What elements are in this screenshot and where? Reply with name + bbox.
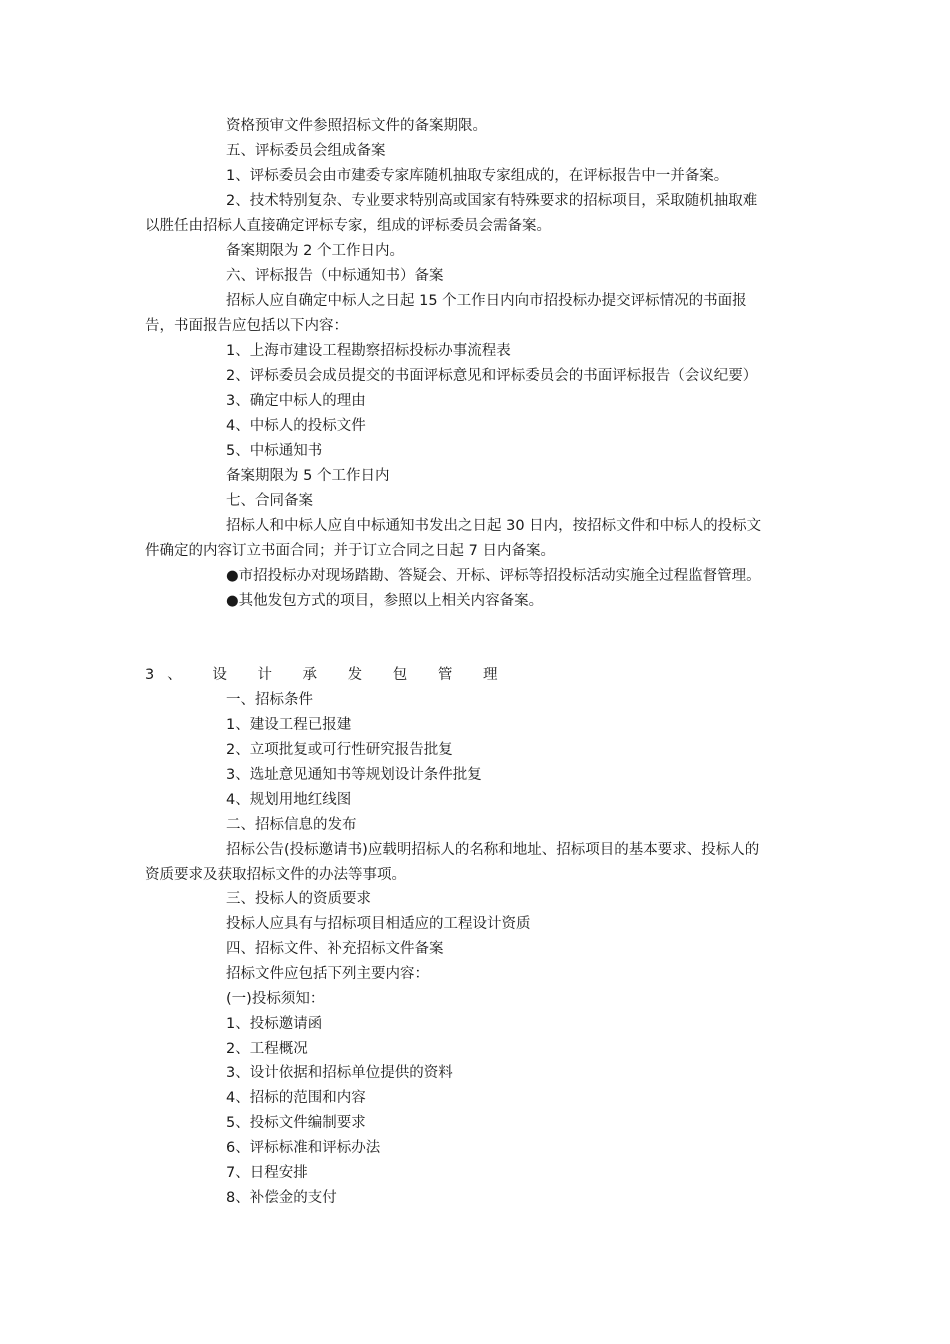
tender-docs-item: 7、日程安排 xyxy=(226,1165,308,1181)
section5-period: 备案期限为 2 个工作日内。 xyxy=(226,243,404,259)
condition-item: 2、立项批复或可行性研究报告批复 xyxy=(226,742,453,758)
section6-intro-line1: 招标人应自确定中标人之日起 15 个工作日内向市招投标办提交评标情况的书面报 xyxy=(226,293,747,309)
bullet-item: ●市招投标办对现场踏勘、答疑会、开标、评标等招投标活动实施全过程监督管理。 xyxy=(226,568,761,584)
section5-item-2-line2: 以胜任由招标人直接确定评标专家，组成的评标委员会需备案。 xyxy=(145,218,551,234)
section6-item: 1、上海市建设工程勘察招标投标办事流程表 xyxy=(226,343,511,359)
section6-intro-line2: 告，书面报告应包括以下内容： xyxy=(145,318,348,334)
section6-item: 3、确定中标人的理由 xyxy=(226,393,366,409)
condition-item: 4、规划用地红线图 xyxy=(226,792,352,808)
tender-docs-item: 6、评标标准和评标办法 xyxy=(226,1140,381,1156)
section7-text-line1: 招标人和中标人应自中标通知书发出之日起 30 日内，按招标文件和中标人的投标文 xyxy=(226,518,762,534)
section7-text-line2: 件确定的内容订立书面合同；并于订立合同之日起 7 日内备案。 xyxy=(145,543,555,559)
qualification-text: 投标人应具有与招标项目相适应的工程设计资质 xyxy=(226,916,531,932)
publish-text-line2: 资质要求及获取招标文件的办法等事项。 xyxy=(145,867,406,883)
section6-title: 六、评标报告（中标通知书）备案 xyxy=(226,268,444,284)
tender-docs-item: 8、补偿金的支付 xyxy=(226,1190,337,1206)
section6-period: 备案期限为 5 个工作日内 xyxy=(226,468,390,484)
tender-docs-item: 4、招标的范围和内容 xyxy=(226,1090,366,1106)
tender-docs-item: 3、设计依据和招标单位提供的资料 xyxy=(226,1065,453,1081)
section5-item-1: 1、评标委员会由市建委专家库随机抽取专家组成的，在评标报告中一并备案。 xyxy=(226,168,729,184)
tender-docs-intro: 招标文件应包括下列主要内容： xyxy=(226,966,429,982)
condition-title: 一、招标条件 xyxy=(226,692,313,708)
section3-heading: 3、 设 计 承 发 包 管 理 xyxy=(145,667,511,683)
condition-item: 1、建设工程已报建 xyxy=(226,717,352,733)
section5-title: 五、评标委员会组成备案 xyxy=(226,143,386,159)
section6-item: 4、中标人的投标文件 xyxy=(226,418,366,434)
condition-item: 3、选址意见通知书等规划设计条件批复 xyxy=(226,767,482,783)
tender-docs-title: 四、招标文件、补充招标文件备案 xyxy=(226,941,444,957)
section6-item: 5、中标通知书 xyxy=(226,443,323,459)
publish-text-line1: 招标公告(投标邀请书)应载明招标人的名称和地址、招标项目的基本要求、投标人的 xyxy=(226,842,760,858)
section7-title: 七、合同备案 xyxy=(226,493,313,509)
publish-title: 二、招标信息的发布 xyxy=(226,817,357,833)
tender-docs-subtitle: (一)投标须知： xyxy=(226,991,325,1007)
qualification-title: 三、投标人的资质要求 xyxy=(226,891,371,907)
bullet-item: ●其他发包方式的项目，参照以上相关内容备案。 xyxy=(226,593,544,609)
tender-docs-item: 2、工程概况 xyxy=(226,1041,308,1057)
prequal-note: 资格预审文件参照招标文件的备案期限。 xyxy=(226,118,487,134)
tender-docs-item: 1、投标邀请函 xyxy=(226,1016,323,1032)
section6-item: 2、评标委员会成员提交的书面评标意见和评标委员会的书面评标报告（会议纪要） xyxy=(226,368,758,384)
section5-item-2-line1: 2、技术特别复杂、专业要求特别高或国家有特殊要求的招标项目，采取随机抽取难 xyxy=(226,193,758,209)
tender-docs-item: 5、投标文件编制要求 xyxy=(226,1115,366,1131)
